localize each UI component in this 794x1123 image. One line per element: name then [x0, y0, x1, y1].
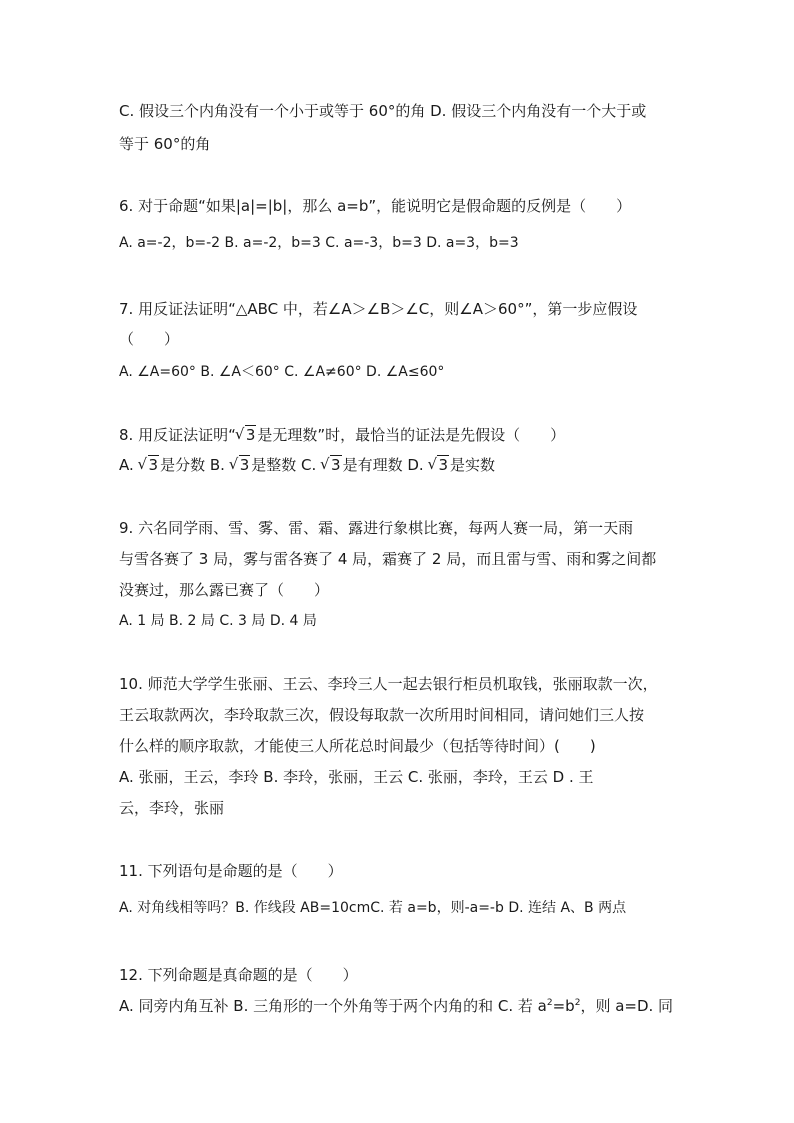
q12-opt-mid: =b: [552, 997, 575, 1015]
q8-opt-a-radicand: 3: [148, 456, 159, 474]
sqrt-symbol: [236, 425, 257, 445]
q10-line3: 什么样的顺序取款，才能使三人所花总时间最少（包括等待时间）( ): [119, 737, 596, 755]
q12-opt-post: ，则 a=D. 同: [580, 997, 674, 1015]
q12-options: [119, 996, 673, 1016]
q8-stem: [119, 425, 565, 445]
q6-options: A. a=-2，b=-2 B. a=-2，b=3 C. a=-3，b=3 D. a=3，b=3: [119, 235, 519, 251]
q10-line1: 10. 师范大学学生张丽、王云、李玲三人一起去银行柜员机取钱，张丽取款一次，: [119, 675, 658, 693]
q8-opt-a-text: 是分数 B.: [160, 456, 230, 474]
q9-line3: 没赛过，那么露已赛了（ ）: [119, 581, 330, 599]
q11-options: A. 对角线相等吗？B. 作线段 AB=10cmC. 若 a=b，则-a=-b D. 连结 A、B 两点: [119, 900, 627, 916]
q8-stem-pre: 8. 用反证法证明“: [119, 426, 236, 444]
q8-opt-c-radicand: 3: [331, 456, 341, 474]
q5-option-cd-line1: C. 假设三个内角没有一个小于或等于 60°的角 D. 假设三个内角没有一个大于或: [119, 102, 647, 120]
sqrt-symbol: [428, 455, 449, 475]
q12-opt-pre: A. 同旁内角互补 B. 三角形的一个外角等于两个内角的和 C. 若 a: [119, 997, 547, 1015]
q10-options-line2: 云，李玲，张丽: [119, 799, 225, 817]
q12-sup-a: 2: [546, 998, 553, 1008]
q8-radicand: 3: [245, 426, 256, 444]
q7-options: A. ∠A=60° B. ∠A＜60° C. ∠A≠60° D. ∠A≤60°: [119, 364, 445, 380]
q7-stem-paren: （ ）: [119, 330, 180, 348]
q8-opt-a-label: A.: [119, 456, 139, 474]
q8-opt-d-text: 是实数: [449, 456, 495, 474]
q6-stem: 6. 对于命题“如果|a|=|b|，那么 a=b”，能说明它是假命题的反例是（ ）: [119, 197, 632, 215]
q11-stem: 11. 下列语句是命题的是（ ）: [119, 862, 343, 880]
q9-line2: 与雪各赛了 3 局，雾与雷各赛了 4 局，霜赛了 2 局，而且雷与雪、雨和雾之间都: [119, 550, 657, 568]
q10-line2: 王云取款两次，李玲取款三次，假设每取款一次所用时间相同，请问她们三人按: [119, 706, 645, 724]
q8-opt-d-radicand: 3: [438, 456, 448, 474]
q8-stem-post: 是无理数”时，最恰当的证法是先假设（ ）: [257, 426, 566, 444]
sqrt-symbol: [230, 455, 251, 475]
q10-options-line1: A. 张丽，王云，李玲 B. 李玲，张丽，王云 C. 张丽，李玲，王云 D . 王: [119, 768, 594, 786]
q7-stem: 7. 用反证法证明“△ABC 中，若∠A＞∠B＞∠C，则∠A＞60°”，第一步应假设: [119, 300, 638, 318]
q8-opt-b-text: 是整数 C.: [251, 456, 322, 474]
q12-sup-b: 2: [574, 998, 581, 1008]
q12-stem: 12. 下列命题是真命题的是（ ）: [119, 966, 358, 984]
q5-option-d-line2: 等于 60°的角: [119, 135, 211, 153]
q8-opt-b-radicand: 3: [239, 456, 250, 474]
sqrt-symbol: [321, 455, 342, 475]
q9-line1: 9. 六名同学雨、雪、雾、雷、霜、露进行象棋比赛，每两人赛一局，第一天雨: [119, 519, 634, 537]
q8-options: [119, 455, 495, 475]
q9-options: A. 1 局 B. 2 局 C. 3 局 D. 4 局: [119, 613, 317, 629]
q8-opt-c-text: 是有理数 D.: [342, 456, 429, 474]
sqrt-symbol: [139, 455, 160, 475]
